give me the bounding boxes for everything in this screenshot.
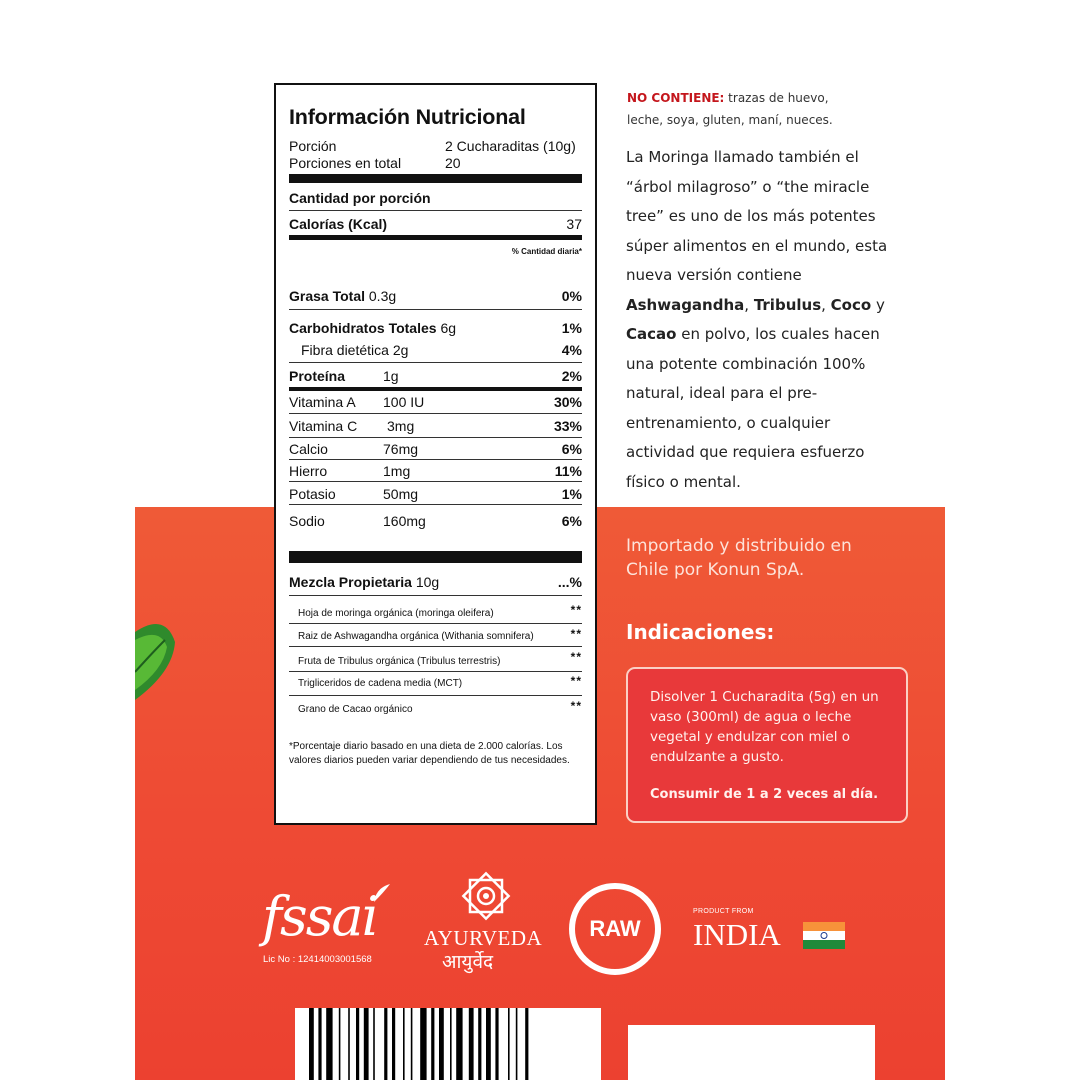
description-text: y	[871, 295, 885, 314]
ingredient-name: Raiz de Ashwagandha orgánica (Withania somnifera)	[298, 631, 534, 642]
barcode-bar	[411, 1008, 413, 1080]
nutrient-name: Potasio	[289, 486, 336, 502]
nutrient-pct: 2%	[561, 368, 582, 384]
fssai-license: Lic No : 12414003001568	[263, 954, 372, 965]
leaf-icon	[135, 612, 177, 702]
nutrient-amount: 2g	[392, 342, 409, 358]
barcode-bar	[373, 1008, 375, 1080]
instructions-title: Indicaciones:	[626, 620, 775, 644]
nutrient-amount: 1g	[383, 368, 399, 384]
ingredient-mark: **	[570, 699, 582, 713]
nutrient-pct: 4%	[561, 342, 582, 358]
nutrient-row	[289, 287, 582, 305]
nutrient-name: Vitamina C	[289, 418, 358, 434]
ingredient-highlight: Cacao	[626, 325, 677, 343]
amount-per-serving: Cantidad por porción	[289, 190, 431, 206]
ingredient-mark: **	[570, 603, 582, 617]
nutrient-row	[289, 319, 582, 337]
proprietary-blend-row	[289, 573, 582, 591]
raw-label: RAW	[589, 916, 641, 941]
nutrient-row	[289, 512, 582, 530]
description-text: ,	[821, 295, 831, 314]
ingredient-highlight: Tribulus	[753, 295, 822, 314]
barcode-bar	[420, 1008, 426, 1080]
barcode-bar	[478, 1008, 481, 1080]
india-label: INDIA	[693, 917, 781, 952]
nutrient-amount: 50mg	[383, 486, 419, 502]
raw-badge	[569, 883, 661, 975]
nutrient-row	[289, 485, 582, 503]
servings-total-row	[289, 154, 582, 172]
description-text: ,	[744, 295, 754, 314]
india-flag-icon	[803, 922, 845, 949]
divider	[289, 362, 582, 363]
divider	[289, 437, 582, 438]
thick-divider	[289, 174, 582, 183]
barcode-bar	[516, 1008, 518, 1080]
ingredient-mark: **	[570, 674, 582, 688]
barcode-bar	[495, 1008, 498, 1080]
description-text: La Moringa llamado también el “árbol milagroso” o “the miracle tree” es uno de los más potentes súper alimentos en el mundo, esta nueva versión contiene	[626, 148, 888, 284]
divider	[289, 646, 582, 647]
calories-row	[289, 215, 582, 233]
nutrient-pct: 6%	[561, 513, 582, 529]
nutrient-amount: 1mg	[383, 463, 411, 479]
nutrient-name: Carbohidratos Totales	[289, 320, 437, 336]
medium-divider	[289, 235, 582, 240]
divider	[289, 504, 582, 505]
ingredient-name: Hoja de moringa orgánica (moringa oleifera)	[298, 608, 494, 619]
barcode-bar	[456, 1008, 462, 1080]
medium-divider	[289, 387, 582, 391]
nutrient-name: Sodio	[289, 513, 325, 529]
calories-label: Calorías (Kcal)	[289, 216, 388, 232]
allergen-label: NO CONTIENE:	[627, 91, 725, 105]
divider	[289, 459, 582, 460]
ayurveda-lotus-icon	[458, 868, 514, 924]
barcode-bar	[384, 1008, 387, 1080]
barcode	[295, 1008, 601, 1080]
barcode-bar	[486, 1008, 491, 1080]
servings-total-label: Porciones en total	[289, 155, 402, 171]
ingredient-highlight: Coco	[830, 295, 872, 314]
barcode-bar	[403, 1008, 405, 1080]
instructions-box	[626, 667, 908, 823]
nutrient-amount: 100 IU	[383, 394, 425, 410]
barcode-bar	[348, 1008, 350, 1080]
description-text: en polvo, los cuales hacen una potente combinación 100% natural, ideal para el pre-entrenamiento, o cualquier actividad que requiera esfuerzo físico o mental.	[626, 325, 880, 491]
ingredient-name: Fruta de Tribulus orgánica (Tribulus terrestris)	[298, 656, 501, 667]
importer-text: Importado y distribuido en Chile por Konun SpA.	[626, 536, 852, 580]
barcode-bar	[469, 1008, 474, 1080]
thick-divider	[289, 551, 582, 563]
divider	[289, 481, 582, 482]
barcode-bar	[309, 1008, 314, 1080]
daily-value-footnote: *Porcentaje diario basado en una dieta de 2.000 calorías. Los valores diarios pueden variar dependiendo de tus necesidades.	[289, 741, 570, 766]
nutrition-facts-panel	[274, 83, 597, 825]
ingredient-name: Trigliceridos de cadena media (MCT)	[298, 678, 463, 689]
barcode-bar	[364, 1008, 369, 1080]
barcode-bar	[439, 1008, 444, 1080]
blend-amount: 10g	[415, 574, 440, 590]
ayurveda-label: AYURVEDA	[424, 926, 543, 950]
allergen-text: trazas de huevo, leche, soya, gluten, maní, nueces.	[627, 91, 833, 127]
nutrient-amount: 76mg	[383, 441, 419, 457]
nutrition-title: Información Nutricional	[289, 105, 526, 129]
nutrient-name: Vitamina A	[289, 394, 356, 410]
nutrient-row	[289, 462, 582, 480]
barcode-bars	[295, 1008, 601, 1080]
barcode-bar	[326, 1008, 332, 1080]
nutrient-pct: 1%	[561, 486, 582, 502]
nutrient-name: Fibra dietética	[301, 342, 389, 358]
white-label-box	[628, 1025, 875, 1080]
consumption-text: Consumir de 1 a 2 veces al día.	[650, 787, 879, 802]
instructions-text: Disolver 1 Cucharadita (5g) en un vaso (300ml) de agua o leche vegetal y endulzar con miel o endulzante a gusto.	[650, 689, 879, 765]
nutrient-amount: 3mg	[387, 418, 415, 434]
calories-value: 37	[566, 216, 582, 232]
nutrient-pct: 0%	[561, 288, 582, 304]
ingredient-mark: **	[570, 650, 582, 664]
serving-size-row	[289, 137, 582, 155]
divider	[289, 210, 582, 211]
barcode-bar	[431, 1008, 434, 1080]
blend-pct: ...%	[557, 574, 582, 590]
nutrient-row	[289, 367, 582, 385]
ingredient-name: Grano de Cacao orgánico	[298, 704, 413, 715]
nutrient-row	[289, 393, 582, 411]
nutrient-amount: 6g	[440, 320, 457, 336]
nutrient-amount: 160mg	[383, 513, 426, 529]
product-from-label: PRODUCT FROM	[693, 908, 754, 915]
barcode-bar	[392, 1008, 395, 1080]
daily-value-header: % Cantidad diaria*	[511, 247, 582, 256]
divider	[289, 413, 582, 414]
product-description	[626, 143, 896, 497]
barcode-bar	[318, 1008, 321, 1080]
nutrient-pct: 1%	[561, 320, 582, 336]
barcode-bar	[450, 1008, 452, 1080]
ayurveda-hindi-label: आयुर्वेद	[442, 951, 494, 973]
nutrient-pct: 11%	[554, 463, 582, 479]
nutrient-amount: 0.3g	[368, 288, 397, 304]
fssai-logo: fssai	[262, 885, 377, 948]
nutrient-name: Proteína	[289, 368, 346, 384]
barcode-bar	[339, 1008, 341, 1080]
blend-label: Mezcla Propietaria	[289, 574, 412, 590]
ingredient-mark: **	[570, 627, 582, 641]
serving-size-value: 2 Cucharaditas (10g)	[445, 138, 576, 154]
nutrient-pct: 33%	[553, 418, 582, 434]
nutrient-row	[289, 440, 582, 458]
nutrient-row	[301, 341, 582, 359]
nutrient-name: Calcio	[289, 441, 328, 457]
serving-size-label: Porción	[289, 138, 337, 154]
divider	[289, 623, 582, 624]
servings-total-value: 20	[445, 155, 461, 171]
divider	[289, 595, 582, 596]
divider	[289, 309, 582, 310]
nutrient-name: Hierro	[289, 463, 328, 479]
barcode-bar	[356, 1008, 359, 1080]
nutrient-row	[289, 417, 582, 435]
barcode-bar	[508, 1008, 510, 1080]
nutrient-pct: 6%	[561, 441, 582, 457]
nutrient-pct: 30%	[553, 394, 582, 410]
nutrient-name: Grasa Total	[289, 288, 365, 304]
divider	[289, 671, 582, 672]
divider	[289, 695, 582, 696]
barcode-bar	[525, 1008, 528, 1080]
allergen-notice	[627, 87, 857, 131]
fssai-leaf-icon	[370, 882, 392, 904]
ingredient-highlight: Ashwagandha	[626, 295, 745, 314]
